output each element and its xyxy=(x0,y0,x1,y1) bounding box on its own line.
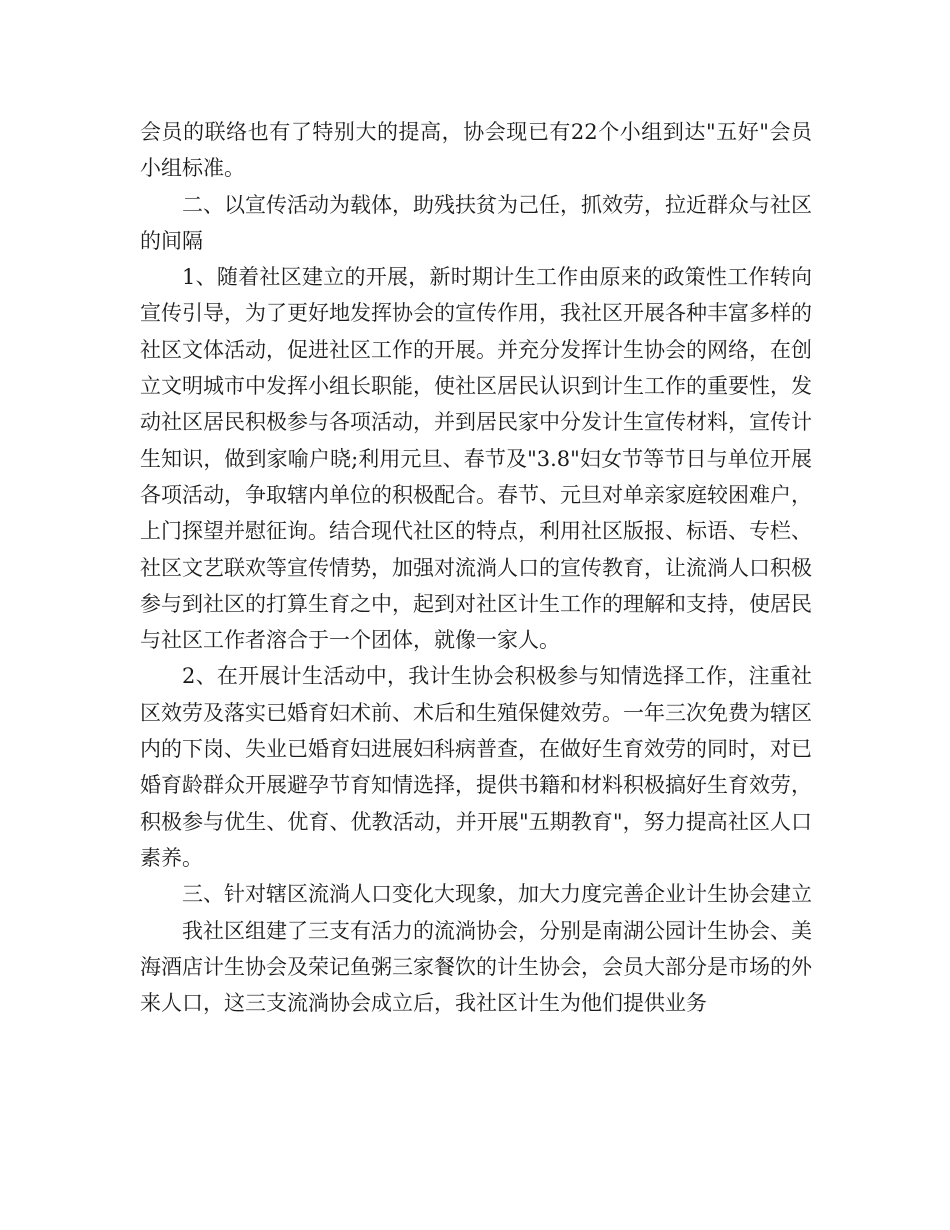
paragraph-2-1: 1、随着社区建立的开展，新时期计生工作由原来的政策性工作转向宣传引导，为了更好地发挥协会的宣传作用，我社区开展各种丰富多样的社区文体活动，促进社区工作的开展。并充分发挥计生协会的网络，在创立文明城市中发挥小组长职能，使社区居民认识到计生工作的重要性，发动社区居民积极参与各项活动，并到居民家中分发计生宣传材料，宣传计生知识，做到家喻户晓;利用元旦、春节及"3.8"妇女节等节日与单位开展各项活动，争取辖内单位的积极配合。春节、元旦对单亲家庭较困难户，上门探望并慰征询。结合现代社区的特点，利用社区版报、标语、专栏、社区文艺联欢等宣传情势，加强对流淌人口的宣传教育，让流淌人口积极参与到社区的打算生育之中，起到对社区计生工作的理解和支持，使居民与社区工作者溶合于一个团体，就像一家人。 xyxy=(140,265,812,653)
paragraph-3-1: 我社区组建了三支有活力的流淌协会，分别是南湖公园计生协会、美海酒店计生协会及荣记鱼粥三家餐饮的计生协会，会员大部分是市场的外来人口，这三支流淌协会成立后，我社区计生为他们提供业务 xyxy=(140,918,812,1016)
document-body xyxy=(140,114,812,1021)
paragraph-2-2: 2、在开展计生活动中，我计生协会积极参与知情选择工作，注重社区效劳及落实已婚育妇术前、术后和生殖保健效劳。一年三次免费为辖区内的下岗、失业已婚育妇进展妇科病普查，在做好生育效劳的同时，对已婚育龄群众开展避孕节育知情选择，提供书籍和材料积极搞好生育效劳，积极参与优生、优育、优教活动，并开展"五期教育"，努力提高社区人口素养。 xyxy=(140,664,812,870)
section-heading-3: 三、针对辖区流淌人口变化大现象，加大力度完善企业计生协会建立 xyxy=(182,882,812,907)
paragraph-1: 会员的联络也有了特别大的提高，协会现已有22个小组到达"五好"会员小组标准。 xyxy=(140,120,812,181)
section-heading-2: 二、以宣传活动为载体，助残扶贫为己任，抓效劳，拉近群众与社区的间隔 xyxy=(140,192,812,253)
